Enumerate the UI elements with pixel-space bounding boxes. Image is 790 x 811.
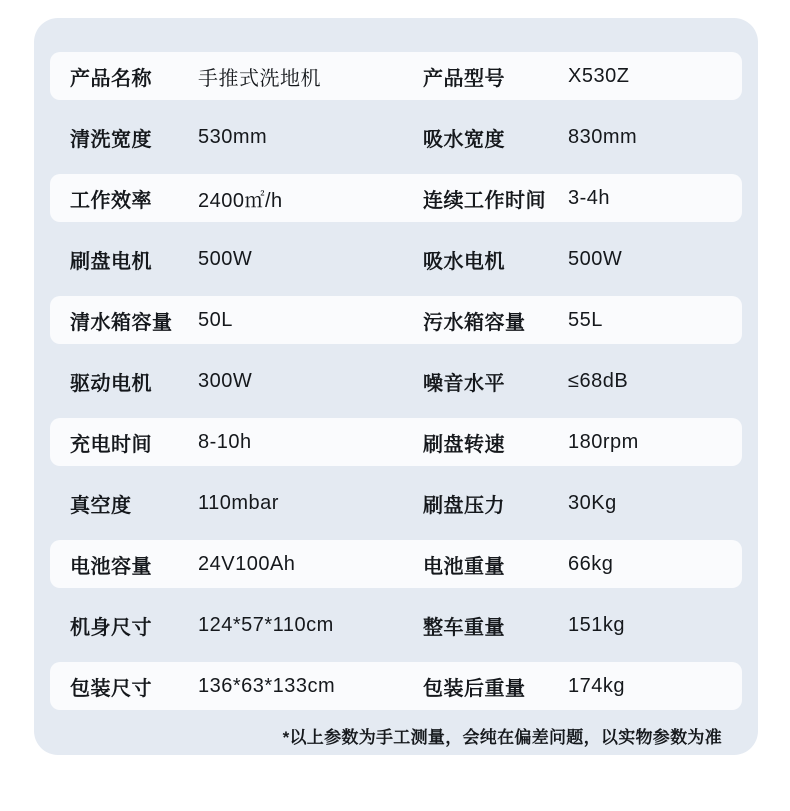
- spec-value: 3-4h: [568, 186, 611, 209]
- spec-label: 清水箱容量: [70, 311, 173, 334]
- spec-value: 手推式洗地机: [198, 67, 321, 90]
- spec-value: 500W: [198, 247, 253, 270]
- spec-label: 真空度: [70, 494, 132, 517]
- spec-label: 刷盘压力: [423, 494, 505, 517]
- spec-label: 机身尺寸: [70, 616, 152, 639]
- spec-value: 30Kg: [568, 491, 617, 514]
- spec-label: 吸水宽度: [423, 128, 505, 151]
- spec-row: [50, 662, 742, 710]
- spec-value: X530Z: [568, 64, 630, 87]
- spec-row: [50, 296, 742, 344]
- spec-value: 136*63*133cm: [198, 674, 336, 697]
- spec-label: 包装后重量: [423, 677, 526, 700]
- spec-row: [50, 479, 742, 527]
- spec-value: 124*57*110cm: [198, 613, 334, 636]
- spec-value: 66kg: [568, 552, 614, 575]
- spec-value: 500W: [568, 247, 623, 270]
- spec-label: 吸水电机: [423, 250, 505, 273]
- spec-value: 300W: [198, 369, 253, 392]
- spec-row: [50, 235, 742, 283]
- spec-label: 电池容量: [70, 555, 152, 578]
- spec-label: 连续工作时间: [423, 189, 546, 212]
- spec-row: [50, 113, 742, 161]
- spec-table: [50, 52, 742, 710]
- spec-label: 噪音水平: [423, 372, 505, 395]
- spec-value: 50L: [198, 308, 233, 331]
- spec-value: 530mm: [198, 125, 268, 148]
- spec-row: [50, 601, 742, 649]
- spec-value: 830mm: [568, 125, 638, 148]
- spec-label: 驱动电机: [70, 372, 152, 395]
- spec-row: [50, 52, 742, 100]
- spec-value: 151kg: [568, 613, 625, 636]
- spec-row: [50, 174, 742, 222]
- spec-label: 充电时间: [70, 433, 152, 456]
- spec-label: 电池重量: [423, 555, 505, 578]
- spec-value: 2400㎡/h: [198, 189, 283, 212]
- spec-label: 污水箱容量: [423, 311, 526, 334]
- spec-value: ≤68dB: [568, 369, 629, 392]
- spec-label: 产品型号: [423, 67, 505, 90]
- spec-row: [50, 418, 742, 466]
- spec-value: 174kg: [568, 674, 625, 697]
- spec-value: 55L: [568, 308, 603, 331]
- spec-value: 110mbar: [198, 491, 279, 514]
- spec-label: 清洗宽度: [70, 128, 152, 151]
- product-spec-card: [34, 18, 758, 755]
- spec-label: 刷盘电机: [70, 250, 152, 273]
- spec-label: 产品名称: [70, 67, 152, 90]
- spec-value: 8-10h: [198, 430, 252, 453]
- spec-row: [50, 357, 742, 405]
- spec-value: 24V100Ah: [198, 552, 296, 575]
- footnote: *以上参数为手工测量，会纯在偏差问题，以实物参数为准: [282, 728, 722, 747]
- spec-row: [50, 540, 742, 588]
- spec-label: 工作效率: [70, 189, 152, 212]
- spec-label: 包装尺寸: [70, 677, 152, 700]
- spec-label: 刷盘转速: [423, 433, 505, 456]
- spec-value: 180rpm: [568, 430, 639, 453]
- spec-label: 整车重量: [423, 616, 505, 639]
